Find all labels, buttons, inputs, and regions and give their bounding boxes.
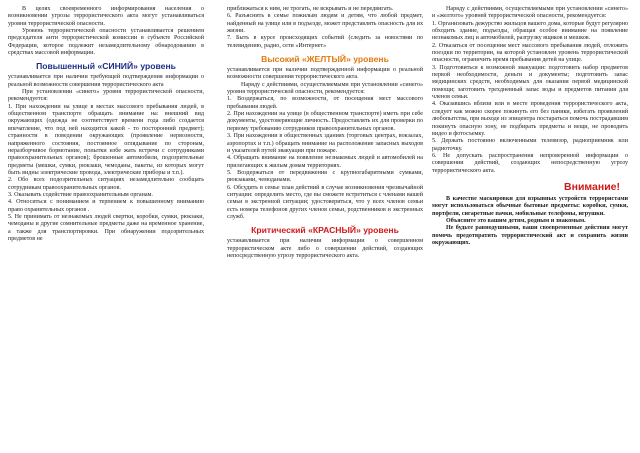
attention-heading: Внимание! bbox=[564, 180, 620, 193]
yellow-item-4: 4. Обращать внимание на появление незнакомых людей и автомобилей на прилегающих к жилым домам территориях. bbox=[227, 155, 423, 169]
red-item-1: 1. Организовать дежурство жильцов вашего дома, которые будут регулярно обходить здание, подъезды, обращая особое внимание на появление незнакомых лиц и автомобилей, разгрузку ящиков и мешков. bbox=[432, 20, 629, 42]
blue-item-5-continued: приближаться к ним, не трогать, не вскрывать и не передвигать. bbox=[227, 6, 394, 12]
blue-item-6: 6. Разъяснить в семье пожилым людям и детям, что любой предмет, найденный на улице или в подъезде, может представлять опасность для их жизни. bbox=[227, 13, 423, 35]
yellow-item-6: 6. Обсудить в семье план действий в случае возникновения чрезвычайной ситуации: определить место, где вы сможете встретиться с членами вашей семьи в экстренной ситуации; удостовериться, что у всех членов семьи есть номера телефонов других членов семьи, родственников и экстренных служб. bbox=[227, 184, 423, 220]
yellow-item-5: 5. Воздержаться от передвижения с крупногабаритными сумками, рюкзаками, чемоданами. bbox=[227, 169, 423, 184]
red-item-5: 5. Держать постоянно включенными телевизор, радиоприемник или радиоточку. bbox=[432, 138, 628, 152]
blue-level-intro: При установлении «синего» уровня террористической опасности, рекомендуется: bbox=[8, 89, 204, 103]
blue-level-definition: устанавливается при наличии требующей подтверждения информации о реальной возможности совершения террористического акта bbox=[8, 74, 204, 88]
red-item-6: 6. Не допускать распространения непроверенной информации о совершении действий, создающих непосредственную угрозу террористического акта. bbox=[432, 152, 628, 174]
column-right bbox=[432, 6, 628, 247]
blue-item-5: 5. Не принимать от незнакомых людей свертки, коробки, сумки, рюкзаки, чемоданы и другие сомнительные предметы даже на временное хранение, а также для транспортировки. При обнаружении подозрительных предметов не bbox=[8, 213, 204, 242]
blue-item-3: 3. Оказывать содействие правоохранительным органам. bbox=[8, 191, 153, 198]
attention-paragraph-1: В качестве маскировки для взрывных устройств террористами могут использоваться обычные бытовые предметы: коробки, сумки, портфели, сигаретные пачки, мобильные телефоны, игрушки. bbox=[432, 195, 628, 217]
attention-paragraph-2: Объясните это вашим детям, родным и знакомым. bbox=[446, 217, 586, 224]
yellow-item-3: 3. При нахождении в общественных зданиях (торговых центрах, вокзалах, аэропортах и т.п.) обращать внимание на расположение запасных выходов и указателей путей эвакуации при пожаре. bbox=[227, 133, 423, 154]
intro-paragraph-2: Уровень террористической опасности устанавливается решением председателя анти террористической комиссии в субъекте Российской Федерации, которое подлежит незамедлительному обнародованию в средствах массовой информации. bbox=[8, 28, 204, 57]
blue-level-heading: Повышенный «СИНИЙ» уровень bbox=[36, 61, 176, 72]
column-middle bbox=[227, 6, 423, 260]
intro-paragraph-1: В целях своевременного информирования населения о возникновении угрозы террористического акта могут устанавливаться уровни террористической опасности. bbox=[8, 6, 204, 27]
red-item-3: 3. Подготовиться к возможной эвакуации: подготовить набор предметов первой необходимости, деньги и документы; подготовить запас медицинских средств, необходимых для оказания первой медицинской помощи; заготовить трехдневный запас воды и предметов питания для членов семьи. bbox=[432, 64, 628, 101]
red-level-definition: устанавливается при наличии информации о совершенном террористическом акте либо о совершении действий, создающих непосредственную угрозу террористического акта. bbox=[227, 238, 423, 259]
red-level-intro: Наряду с действиями, осуществляемыми при установлении «синего» и «желтого» уровней террористической опасности, рекомендуется: bbox=[432, 6, 628, 20]
blue-item-1: 1. При нахождении на улице в местах массового пребывания людей, в общественном транспорте обращать внимание на: внешний вид окружающих (одежда не соответствует времени года либо создается впечатление, что под ней находится какой - то посторонний предмет); странности в поведении окружающих (проявление нервозности, напряженного состояния, постоянное оглядывание по сторонам, неразборчивое бормотание, попытки избе жать встречи с сотрудниками правоохранительных органов); брошенные автомобили, подозрительные предметы (мешки, сумки, рюкзаки, чемоданы, пакеты, из которых могут быть видны электрические провода, электрические приборы и т.п.). bbox=[8, 103, 204, 176]
blue-item-2: 2. Обо всех подозрительных ситуациях незамедлительно сообщать сотрудникам правоохранительных органов. bbox=[8, 177, 204, 191]
red-item-2: 2. Отказаться от посещения мест массового пребывания людей, отложить поездки по территории, на которой установлен уровень террористической опасности, ограничить время пребывания детей на улице. bbox=[432, 42, 628, 64]
yellow-level-intro: Наряду с действиями, осуществляемыми при установлении «синего» уровня террористической опасности, рекомендуется: bbox=[227, 81, 423, 96]
red-level-heading: Критический «КРАСНЫЙ» уровень bbox=[251, 225, 399, 236]
yellow-item-2: 2. При нахождении на улице (в общественном транспорте) иметь при себе документы, удостоверяющие личность. Предоставлять их для проверки по первому требованию сотрудников правоохранительных органов. bbox=[227, 111, 423, 132]
column-left bbox=[8, 6, 204, 243]
attention-block bbox=[432, 196, 628, 247]
yellow-level-definition: устанавливается при наличии подтвержденной информации о реальной возможности совершения террористического акта. bbox=[227, 67, 423, 81]
attention-paragraph-3: Не будьте равнодушными, ваши своевременные действия могут помочь предотвратить террористический акт и сохранить жизни окружающих. bbox=[432, 225, 628, 246]
red-item-4: 4. Оказавшись вблизи или в месте проведения террористического акта, следует как можно скорее покинуть его без паники, избегать проявлений любопытства, при выходе из эпицентра постараться помочь пострадавшим покинуть опасную зону, не подбирать предметы и вещи, не проводить видео и фотосъемку. bbox=[432, 101, 628, 137]
blue-item-7: 7. Быть в курсе происходящих событий (следить за новостями по телевидению, радио, сети «Интернет» bbox=[227, 35, 423, 49]
blue-item-4: 4. Относиться с пониманием и терпением к повышенному вниманию право охранительных органов . bbox=[8, 199, 204, 213]
yellow-level-heading: Высокий «ЖЕЛТЫЙ» уровень bbox=[261, 54, 389, 65]
yellow-item-1: 1. Воздержаться, по возможности, от посещения мест массового пребывания людей. bbox=[227, 96, 423, 110]
